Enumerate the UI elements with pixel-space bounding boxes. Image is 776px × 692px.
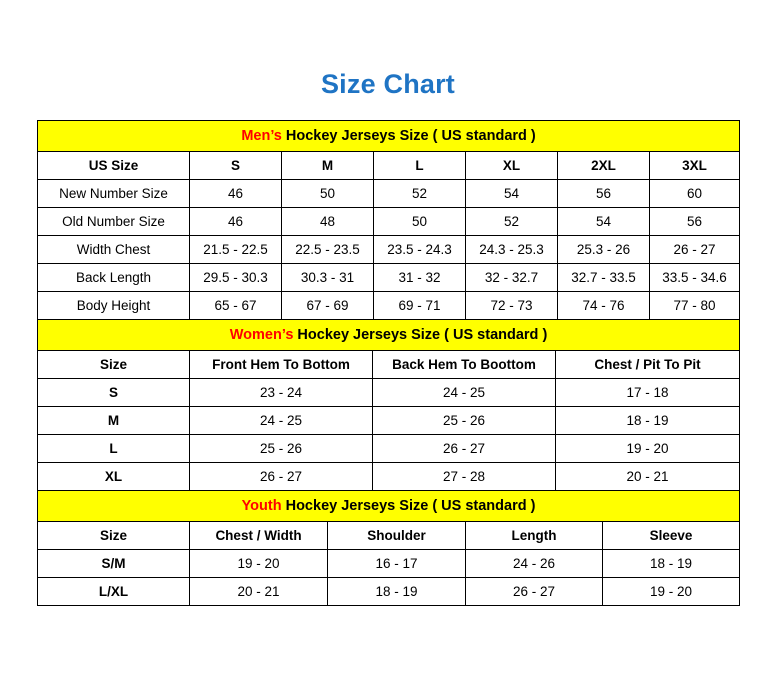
table-row	[38, 550, 740, 578]
womens-row-3-cell-1: 26 - 27	[190, 463, 373, 491]
mens-col-1: S	[190, 152, 282, 180]
mens-col-0: US Size	[38, 152, 190, 180]
youth-row-1-cell-3: 26 - 27	[466, 578, 603, 606]
womens-row-0-cell-2: 24 - 25	[373, 379, 556, 407]
table-row	[38, 379, 740, 407]
womens-col-3: Chest / Pit To Pit	[556, 351, 740, 379]
womens-row-2-label: L	[38, 435, 190, 463]
mens-row-2-cell-1: 21.5 - 22.5	[190, 236, 282, 264]
womens-row-3-cell-3: 20 - 21	[556, 463, 740, 491]
youth-col-0: Size	[38, 522, 190, 550]
mens-row-1-label: Old Number Size	[38, 208, 190, 236]
table-row	[38, 578, 740, 606]
mens-row-4-cell-2: 67 - 69	[282, 292, 374, 320]
youth-row-0-cell-4: 18 - 19	[603, 550, 740, 578]
womens-row-1-cell-3: 18 - 19	[556, 407, 740, 435]
mens-col-2: M	[282, 152, 374, 180]
mens-col-5: 2XL	[558, 152, 650, 180]
mens-row-4-cell-3: 69 - 71	[374, 292, 466, 320]
youth-row-1-cell-4: 19 - 20	[603, 578, 740, 606]
mens-section-heading-row	[38, 121, 740, 152]
mens-row-1-cell-2: 48	[282, 208, 374, 236]
youth-heading-rest: Hockey Jerseys Size ( US standard )	[281, 498, 536, 514]
mens-column-header-row	[38, 152, 740, 180]
youth-row-0-label: S/M	[38, 550, 190, 578]
youth-row-0-cell-1: 19 - 20	[190, 550, 328, 578]
womens-row-3-cell-2: 27 - 28	[373, 463, 556, 491]
size-chart-tables	[37, 101, 739, 606]
mens-row-2-cell-4: 24.3 - 25.3	[466, 236, 558, 264]
mens-heading-accent: Men’s	[241, 128, 282, 144]
mens-row-1-cell-5: 54	[558, 208, 650, 236]
youth-row-0-cell-3: 24 - 26	[466, 550, 603, 578]
youth-section-heading-row	[38, 491, 740, 522]
youth-col-1: Chest / Width	[190, 522, 328, 550]
mens-row-2-label: Width Chest	[38, 236, 190, 264]
youth-row-1-cell-2: 18 - 19	[328, 578, 466, 606]
table-row	[38, 264, 740, 292]
womens-row-1-cell-1: 24 - 25	[190, 407, 373, 435]
mens-row-4-cell-5: 74 - 76	[558, 292, 650, 320]
mens-row-0-cell-6: 60	[650, 180, 740, 208]
mens-row-0-cell-1: 46	[190, 180, 282, 208]
mens-col-4: XL	[466, 152, 558, 180]
table-row	[38, 236, 740, 264]
mens-section-heading	[38, 121, 740, 152]
mens-row-0-cell-5: 56	[558, 180, 650, 208]
womens-col-2: Back Hem To Boottom	[373, 351, 556, 379]
youth-column-header-row	[38, 522, 740, 550]
mens-row-0-cell-3: 52	[374, 180, 466, 208]
womens-row-1-cell-2: 25 - 26	[373, 407, 556, 435]
womens-section-heading	[38, 320, 740, 351]
youth-row-1-label: L/XL	[38, 578, 190, 606]
youth-row-1-cell-1: 20 - 21	[190, 578, 328, 606]
mens-row-1-cell-3: 50	[374, 208, 466, 236]
mens-row-4-cell-4: 72 - 73	[466, 292, 558, 320]
mens-row-0-cell-4: 54	[466, 180, 558, 208]
womens-row-0-cell-1: 23 - 24	[190, 379, 373, 407]
mens-row-3-cell-1: 29.5 - 30.3	[190, 264, 282, 292]
womens-row-3-label: XL	[38, 463, 190, 491]
mens-col-6: 3XL	[650, 152, 740, 180]
youth-row-0-cell-2: 16 - 17	[328, 550, 466, 578]
mens-row-1-cell-1: 46	[190, 208, 282, 236]
womens-row-0-label: S	[38, 379, 190, 407]
mens-row-4-label: Body Height	[38, 292, 190, 320]
mens-row-4-cell-1: 65 - 67	[190, 292, 282, 320]
mens-row-1-cell-4: 52	[466, 208, 558, 236]
table-row	[38, 435, 740, 463]
womens-heading-rest: Hockey Jerseys Size ( US standard )	[293, 327, 548, 343]
table-row	[38, 463, 740, 491]
mens-row-3-cell-3: 31 - 32	[374, 264, 466, 292]
womens-col-1: Front Hem To Bottom	[190, 351, 373, 379]
womens-column-header-row	[38, 351, 740, 379]
womens-col-0: Size	[38, 351, 190, 379]
womens-row-2-cell-3: 19 - 20	[556, 435, 740, 463]
womens-row-1-label: M	[38, 407, 190, 435]
mens-row-2-cell-3: 23.5 - 24.3	[374, 236, 466, 264]
mens-row-2-cell-5: 25.3 - 26	[558, 236, 650, 264]
mens-row-0-label: New Number Size	[38, 180, 190, 208]
youth-col-4: Sleeve	[603, 522, 740, 550]
youth-size-table	[37, 490, 740, 606]
mens-row-4-cell-6: 77 - 80	[650, 292, 740, 320]
mens-row-3-cell-6: 33.5 - 34.6	[650, 264, 740, 292]
mens-size-table	[37, 120, 740, 320]
mens-row-2-cell-2: 22.5 - 23.5	[282, 236, 374, 264]
womens-row-2-cell-2: 26 - 27	[373, 435, 556, 463]
page-title: Size Chart	[320, 69, 456, 99]
mens-row-3-cell-2: 30.3 - 31	[282, 264, 374, 292]
table-row	[38, 292, 740, 320]
womens-size-table	[37, 319, 740, 491]
mens-row-0-cell-2: 50	[282, 180, 374, 208]
table-row	[38, 407, 740, 435]
womens-row-2-cell-1: 25 - 26	[190, 435, 373, 463]
youth-col-2: Shoulder	[328, 522, 466, 550]
mens-row-3-cell-4: 32 - 32.7	[466, 264, 558, 292]
table-row	[38, 180, 740, 208]
mens-heading-rest: Hockey Jerseys Size ( US standard )	[281, 128, 536, 144]
womens-row-0-cell-3: 17 - 18	[556, 379, 740, 407]
youth-heading-accent: Youth	[241, 498, 282, 514]
womens-section-heading-row	[38, 320, 740, 351]
mens-row-1-cell-6: 56	[650, 208, 740, 236]
youth-col-3: Length	[466, 522, 603, 550]
mens-row-3-label: Back Length	[38, 264, 190, 292]
womens-heading-accent: Women’s	[229, 327, 294, 343]
table-row	[38, 208, 740, 236]
youth-section-heading	[38, 491, 740, 522]
mens-row-3-cell-5: 32.7 - 33.5	[558, 264, 650, 292]
mens-col-3: L	[374, 152, 466, 180]
mens-row-2-cell-6: 26 - 27	[650, 236, 740, 264]
